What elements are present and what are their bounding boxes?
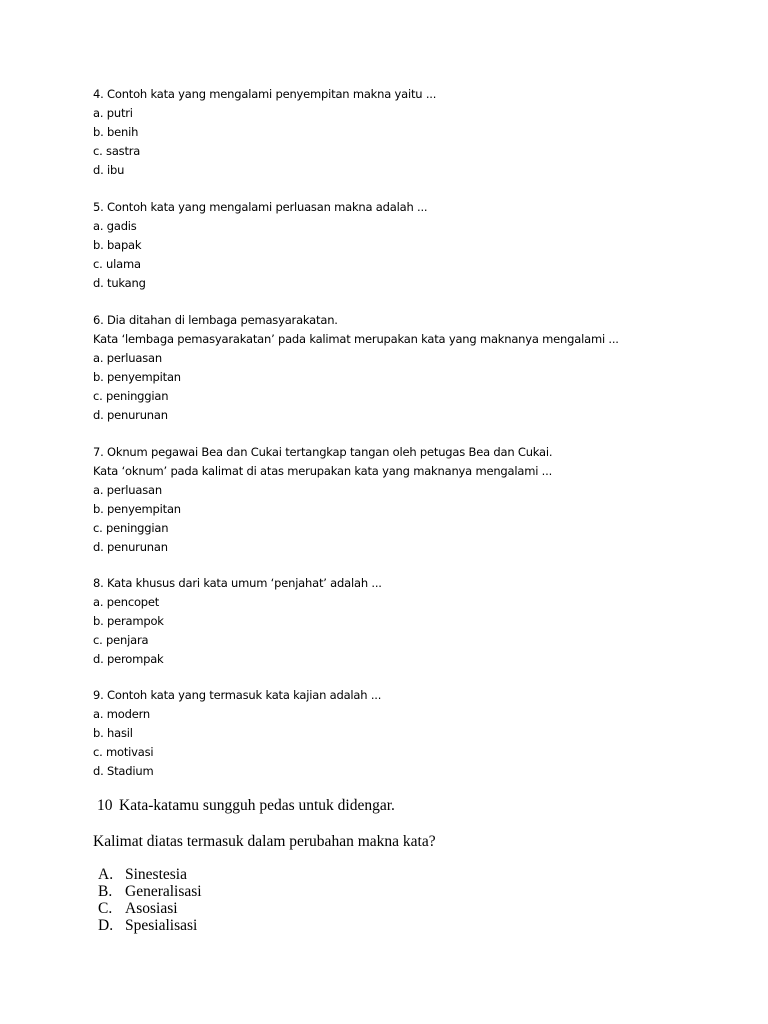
option-text: Sinestesia bbox=[125, 866, 187, 883]
question-9 bbox=[93, 686, 381, 781]
option-d: d. ibu bbox=[93, 162, 125, 177]
option-c: c. penjara bbox=[93, 632, 149, 647]
option-b: b. penyempitan bbox=[93, 501, 181, 516]
option-a: a. pencopet bbox=[93, 594, 160, 609]
option-a: a. gadis bbox=[93, 218, 137, 233]
option-letter: C. bbox=[98, 900, 113, 917]
question-8 bbox=[93, 574, 382, 669]
option-b: b. bapak bbox=[93, 237, 142, 252]
option-c: c. peninggian bbox=[93, 520, 169, 535]
question-text-line-2: Kata ‘lembaga pemasyarakatan’ pada kalimat merupakan kata yang maknanya mengalami ... bbox=[93, 331, 619, 346]
option-row bbox=[98, 900, 202, 917]
option-text: Spesialisasi bbox=[125, 917, 198, 934]
option-c: c. ulama bbox=[93, 256, 141, 271]
question-10-number: 10 bbox=[97, 797, 113, 814]
option-a: a. putri bbox=[93, 105, 133, 120]
option-c: c. peninggian bbox=[93, 388, 169, 403]
option-row bbox=[98, 917, 202, 934]
question-text: 9. Contoh kata yang termasuk kata kajian adalah ... bbox=[93, 688, 382, 702]
option-b: b. benih bbox=[93, 124, 139, 139]
question-text: 6. Dia ditahan di lembaga pemasyarakatan. bbox=[93, 313, 338, 327]
option-d: d. perompak bbox=[93, 651, 164, 666]
question-text-line-2: Kata ‘oknum’ pada kalimat di atas merupakan kata yang maknanya mengalami ... bbox=[93, 463, 553, 478]
option-a: a. perluasan bbox=[93, 482, 162, 497]
option-row bbox=[98, 866, 202, 883]
option-row bbox=[98, 883, 202, 900]
question-10-options bbox=[98, 866, 202, 934]
question-10-prompt: Kalimat diatas termasuk dalam perubahan makna kata? bbox=[93, 833, 436, 850]
option-d: d. penurunan bbox=[93, 407, 168, 422]
option-c: c. motivasi bbox=[93, 744, 154, 759]
option-letter: B. bbox=[98, 883, 113, 900]
question-text: 4. Contoh kata yang mengalami penyempitan makna yaitu ... bbox=[93, 87, 437, 101]
option-letter: A. bbox=[98, 866, 114, 883]
question-4 bbox=[93, 85, 436, 180]
option-text: Generalisasi bbox=[125, 883, 202, 900]
option-d: d. penurunan bbox=[93, 539, 168, 554]
question-text: 8. Kata khusus dari kata umum ‘penjahat’ adalah ... bbox=[93, 576, 382, 590]
question-text: 5. Contoh kata yang mengalami perluasan makna adalah ... bbox=[93, 200, 428, 214]
option-d: d. Stadium bbox=[93, 763, 154, 778]
question-5 bbox=[93, 198, 427, 293]
option-letter: D. bbox=[98, 917, 114, 934]
question-7 bbox=[93, 443, 552, 556]
option-text: Asosiasi bbox=[125, 900, 178, 917]
option-b: b. perampok bbox=[93, 613, 164, 628]
option-b: b. hasil bbox=[93, 725, 133, 740]
option-b: b. penyempitan bbox=[93, 369, 181, 384]
question-text: 7. Oknum pegawai Bea dan Cukai tertangkap tangan oleh petugas Bea dan Cukai. bbox=[93, 445, 553, 459]
question-10-sentence: Kata-katamu sungguh pedas untuk didengar. bbox=[119, 797, 395, 814]
question-6 bbox=[93, 311, 619, 424]
option-d: d. tukang bbox=[93, 275, 146, 290]
option-a: a. perluasan bbox=[93, 350, 162, 365]
option-a: a. modern bbox=[93, 706, 150, 721]
option-c: c. sastra bbox=[93, 143, 141, 158]
